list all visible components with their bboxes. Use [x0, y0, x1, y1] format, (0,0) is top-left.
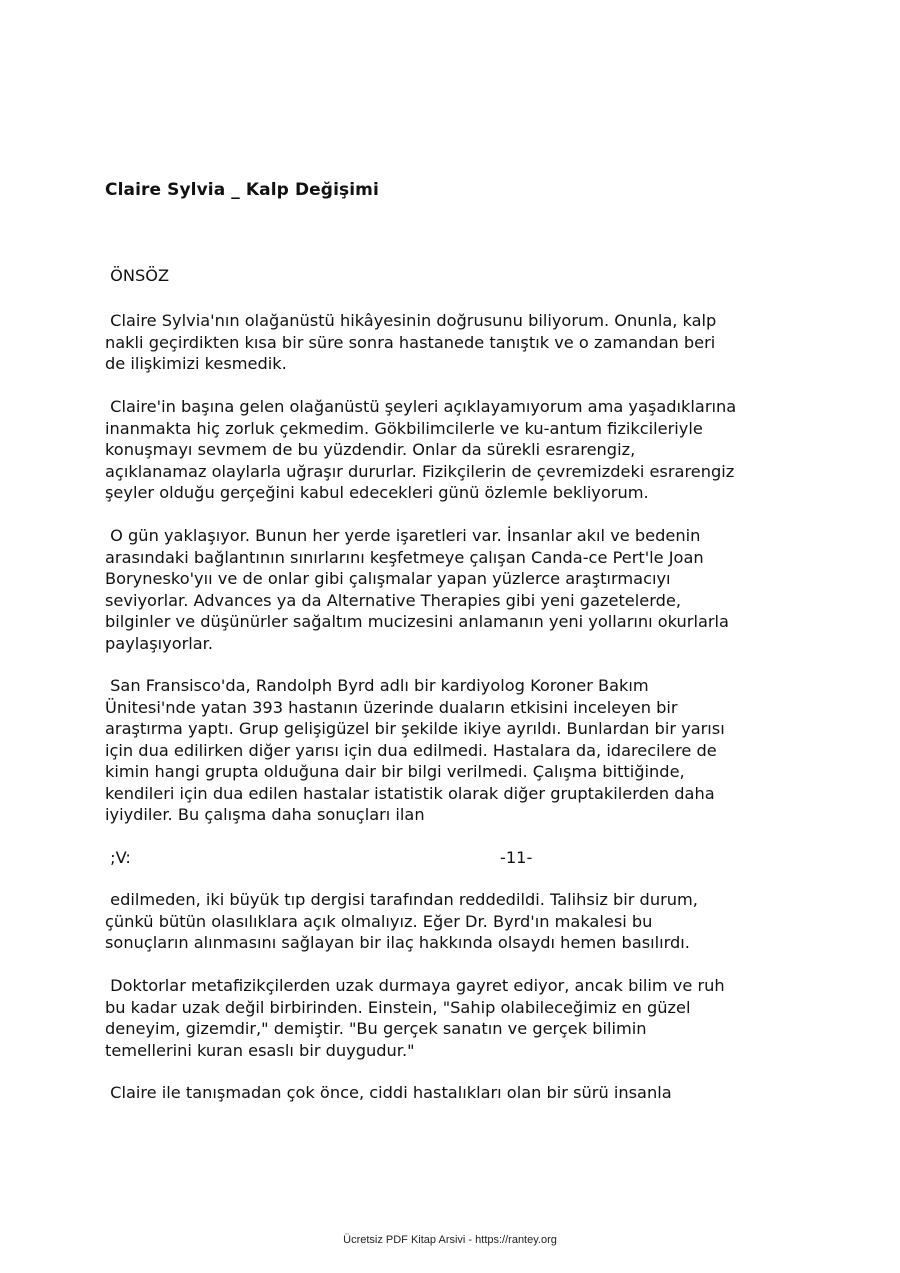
- document-title: Claire Sylvia _ Kalp Değişimi: [105, 180, 379, 200]
- text-line: nakli geçirdikten kısa bir süre sonra hastanede tanıştık ve o zamandan beri: [105, 332, 716, 352]
- page-marker-left-text: ;V:: [105, 848, 131, 867]
- paragraph: [105, 1082, 805, 1104]
- text-line: sonuçların alınmasını sağlayan bir ilaç hakkında olsaydı hemen basılırdı.: [105, 933, 690, 952]
- text-line: Borynesko'yıı ve de onlar gibi çalışmalar yapan yüzlerce araştırmacıyı: [105, 569, 671, 588]
- page-marker: [105, 848, 805, 870]
- text-line: konuşmayı sevmem de bu yüzdendir. Onlar da sürekli esrarengiz,: [105, 440, 636, 459]
- paragraph: [105, 310, 805, 375]
- text-line: O gün yaklaşıyor. Bunun her yerde işaretleri var. İnsanlar akıl ve bedenin: [105, 526, 701, 545]
- text-line: bilginler ve düşünürler sağaltım mucizesini anlamanın yeni yollarını okurlarla: [105, 612, 729, 631]
- text-line: paylaşıyorlar.: [105, 633, 213, 653]
- text-line: için dua edilirken diğer yarısı için dua edilmedi. Hastalara da, idarecilere de: [105, 740, 717, 760]
- paragraph: [105, 525, 805, 654]
- text-line: edilmeden, iki büyük tıp dergisi tarafından reddedildi. Talihsiz bir durum,: [105, 890, 698, 909]
- text-line: San Fransisco'da, Randolph Byrd adlı bir kardiyolog Koroner Bakım: [105, 676, 649, 695]
- page-number: -11-: [500, 848, 533, 867]
- section-heading: ÖNSÖZ: [105, 266, 170, 285]
- text-line: temellerini kuran esaslı bir duygudur.": [105, 1040, 415, 1060]
- text-line: de ilişkimizi kesmedik.: [105, 354, 287, 373]
- text-line: seviyorlar. Advances ya da Alternative Therapies gibi yeni gazetelerde,: [105, 590, 681, 610]
- text-line: Ünitesi'nde yatan 393 hastanın üzerinde duaların etkisini inceleyen bir: [105, 697, 678, 717]
- page-footer: Ücretsiz PDF Kitap Arsivi - https://rantey.org: [343, 1234, 557, 1246]
- text-line: kendileri için dua edilen hastalar istatistik olarak diğer gruptakilerden daha: [105, 783, 715, 803]
- paragraph: [105, 889, 805, 954]
- paragraph: [105, 396, 805, 504]
- text-line: Doktorlar metafizikçilerden uzak durmaya gayret ediyor, ancak bilim ve ruh: [105, 976, 725, 995]
- text-line: deneyim, gizemdir," demiştir. "Bu gerçek sanatın ve gerçek bilimin: [105, 1019, 647, 1038]
- text-line: arasındaki bağlantının sınırlarını keşfetmeye çalışan Canda-ce Pert'le Joan: [105, 547, 704, 567]
- text-line: açıklanamaz olaylarla uğraşır dururlar. Fizikçilerin de çevremizdeki esrarengiz: [105, 461, 735, 481]
- paragraph: [105, 675, 805, 826]
- text-line: araştırma yaptı. Grup gelişigüzel bir şekilde ikiye ayrıldı. Bunlardan bir yarısı: [105, 719, 725, 738]
- text-line: Claire'in başına gelen olağanüstü şeyleri açıklayamıyorum ama yaşadıklarına: [105, 397, 737, 416]
- text-line: iyiydiler. Bu çalışma daha sonuçları ilan: [105, 805, 425, 824]
- paragraph: [105, 975, 805, 1061]
- text-line: Claire Sylvia'nın olağanüstü hikâyesinin doğrusunu biliyorum. Onunla, kalp: [105, 311, 717, 330]
- text-line: Claire ile tanışmadan çok önce, ciddi hastalıkları olan bir sürü insanla: [105, 1083, 672, 1102]
- text-line: çünkü bütün olasılıklara açık olmalıyız. Eğer Dr. Byrd'ın makalesi bu: [105, 911, 653, 931]
- text-line: inanmakta hiç zorluk çekmedim. Gökbilimcilerle ve ku-antum fizikcileriyle: [105, 418, 703, 438]
- text-line: bu kadar uzak değil birbirinden. Einstein, "Sahip olabileceğimiz en güzel: [105, 997, 691, 1017]
- text-line: kimin hangi grupta olduğuna dair bir bilgi verilmedi. Çalışma bittiğinde,: [105, 762, 685, 781]
- text-line: şeyler olduğu gerçeğini kabul edecekleri günü özlemle bekliyorum.: [105, 483, 649, 502]
